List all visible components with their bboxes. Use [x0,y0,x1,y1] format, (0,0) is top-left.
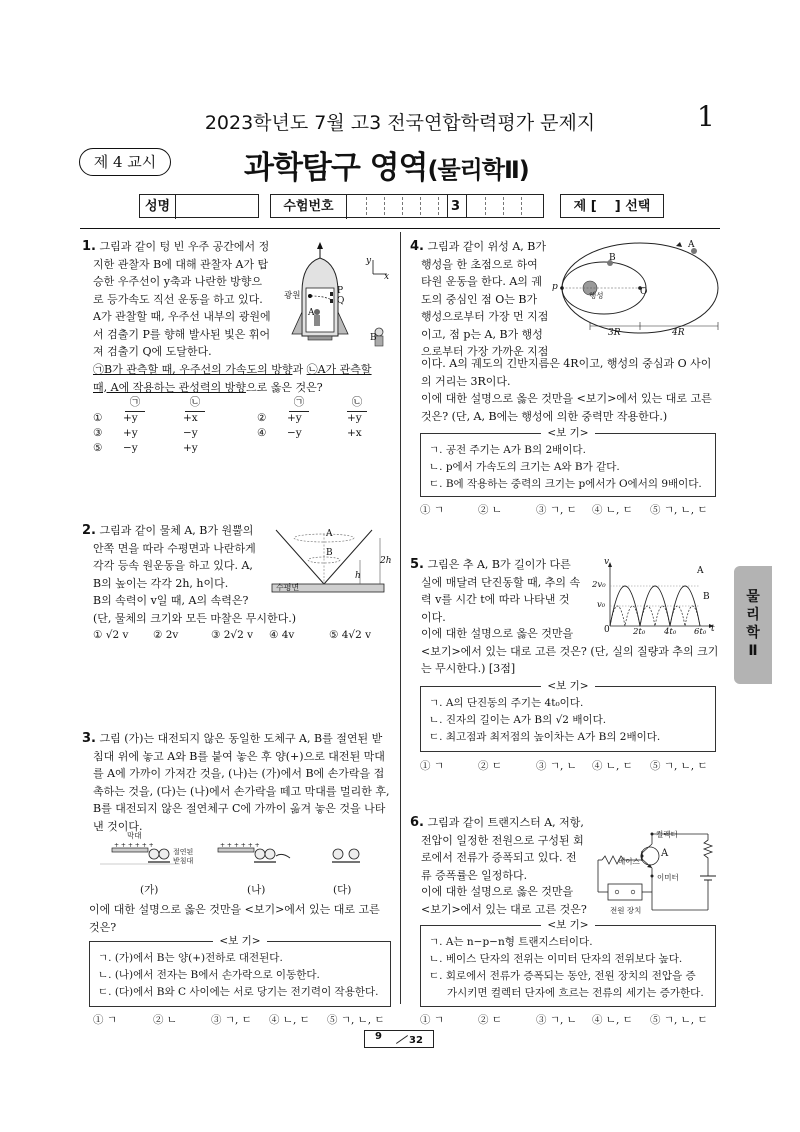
q1-stem: ㉠B가 관측할 때, 우주선의 가속도의 방향과 ㉡A가 관측할 때, A에 작용하는 관성력의 방향으로 옳은 것은? [93,363,372,394]
q3-choice-2[interactable]: ② ㄴ [153,1014,177,1026]
exam-no-box [270,194,544,218]
q6-choice-3[interactable]: ③ ㄱ, ㄴ [536,1014,577,1026]
q1-choice-table [93,394,393,484]
q3-bogi-item: ㄴ. (나)에서 전자는 B에서 손가락으로 이동한다. [98,969,320,981]
q5-bogi-item: ㄴ. 진자의 길이는 A가 B의 √2 배이다. [429,714,607,726]
q6-bogi-item: ㄴ. 베이스 단자의 전위는 이미터 단자의 전위보다 높다. [429,953,683,965]
q5-fig-t-label: t [711,624,715,634]
q3-bogi-item: ㄷ. (다)에서 B와 C 사이에는 서로 당기는 전기력이 작용한다. [98,986,379,998]
q5-fig-6t0-label: 6t₀ [694,627,707,637]
exam-title: 2023학년도 7월 고3 전국연합학력평가 문제지 [204,112,596,134]
q5-fig-2t0-label: 2t₀ [633,627,646,637]
q3-bogi-item: ㄱ. (가)에서 B는 양(+)전하로 대전된다. [98,952,283,964]
q3-fig-rod-label: 막대 [127,831,142,840]
q5-fig-v-label: v [604,557,610,567]
q4-bogi-box [420,427,716,497]
q4-choice-5[interactable]: ⑤ ㄱ, ㄴ, ㄷ [650,504,708,516]
q5-choice-4[interactable]: ④ ㄴ, ㄷ [592,760,633,772]
q6-fig-power-label: 전원 장치 [610,906,642,915]
q5-fig-4t0-label: 4t₀ [664,627,677,637]
q3-fig-caption-da: (다) [333,884,352,896]
q6-bogi-item: 가시키면 컬렉터 단자에 흐르는 전류의 세기는 증가한다. [447,987,704,999]
question-3: 3. 그림 (가)는 대전되지 않은 동일한 도체구 A, B를 절연된 받 침대 위에 놓고 A와 B를 붙여 놓은 후 양(+)으로 대전된 막대 를 A에 가까이 가져간 것을, (나)는 (가)에서 B에 손가락을 접 촉하는 것을, (다)는 (나)에서 손가락을 떼고 막대를 멀리한 후, B를 대전되지 않은 절연체구 C에 가까이 옮겨 놓은 것을 나타 낸 것이다. [82,731,390,833]
q4-fig-a-label: A [688,240,695,250]
subject-sub: (물리학Ⅱ) [427,156,529,184]
q1-fig-y-label: y [366,256,372,266]
page-current: 9 [375,1031,382,1042]
q2-fig-a-label: A [326,529,333,539]
q6-stem: 이에 대한 설명으로 옳은 것만을 <보기>에서 있는 대로 고른 것은? [421,885,587,916]
q6-choice-2[interactable]: ② ㄷ [478,1014,502,1026]
page-indicator [364,1030,434,1048]
q5-choice-1[interactable]: ① ㄱ [420,760,444,772]
q3-choice-3[interactable]: ③ ㄱ, ㄷ [211,1014,252,1026]
column-divider [400,232,401,1004]
q1-fig-x-label: x [384,272,390,282]
q1-fig-q-label: Q [337,296,345,306]
q3-fig-caption-ga: (가) [140,884,159,896]
question-5: 5. 그림은 추 A, B가 길이가 다른 실에 매달려 단진동할 때, 추의 속 력 v를 시간 t에 따라 나타낸 것 이다. [410,557,581,624]
q6-choice-1[interactable]: ① ㄱ [420,1014,444,1026]
q4-choice-2[interactable]: ② ㄴ [478,504,502,516]
q1-choice-2[interactable]: ② +y +y [257,412,362,424]
q3-fig-stand-label: 절연된 받침대 [173,848,194,865]
question-6: 6. 그림과 같이 트랜지스터 A, 저항, 전압이 일정한 전원으로 구성된 회 로에서 전류가 증폭되고 있다. 전 류 증폭률은 일정하다. [410,815,584,882]
side-tab-label: 물리학Ⅱ [746,589,760,659]
q6-fig-base-label: 베이스 [618,857,640,866]
q4-fig-3r-label: 3R [608,328,621,338]
exam-no-digit: 3 [451,199,461,214]
q3-choice-1[interactable]: ① ㄱ [93,1014,117,1026]
q2-fig-2h-label: 2h [380,556,392,566]
q4-fig-o-label: O [640,287,648,297]
q5-fig-b-label: B [703,592,710,602]
q4-bogi-item: ㄱ. 공전 주기는 A가 B의 2배이다. [429,444,586,456]
q5-choice-3[interactable]: ③ ㄱ, ㄴ [536,760,577,772]
q4-choice-3[interactable]: ③ ㄱ, ㄷ [536,504,577,516]
select-box: 제 [ ] 선택 [560,194,664,218]
q6-bogi-item: ㄷ. 회로에서 전류가 증폭되는 동안, 전원 장치의 전압을 증 [429,970,696,982]
q1-choice-4[interactable]: ④ −y +x [257,427,362,439]
q6-bogi-box [420,919,716,1007]
question-4: 4. 그림과 같이 위성 A, B가 행성을 한 초점으로 하여 타원 운동을 한다. A의 궤 도의 중심인 점 O는 B가 행성으로부터 가장 먼 지점 이고, 점 p는 A, B가 행성 으로부터 가장 가까운 지점 [410,239,549,358]
q2-choice-1[interactable]: ① √2 v [93,629,129,641]
q4-text-full: 이다. A의 궤도의 긴반지름은 4R이고, 행성의 중심과 O 사이 의 거리는 3R이다. [421,357,712,388]
question-1 [82,238,278,361]
q2-fig-b-label: B [326,548,333,558]
q5-fig-2v0-label: 2v₀ [592,580,606,590]
q2-choice-3[interactable]: ③ 2√2 v [211,629,254,641]
q1-col-a-header: ㉠ [289,394,309,412]
q2-fig-plane-label: 수평면 [276,583,300,592]
q6-fig-a-label: A [661,848,669,859]
q4-stem: 이에 대한 설명으로 옳은 것만을 <보기>에서 있는 대로 고른 것은? (단, A, B에는 행성에 의한 중력만 작용한다.) [421,392,712,423]
q4-bogi-title: <보 기> [421,425,715,442]
q6-fig-emitter-label: 이미터 [657,873,679,882]
q1-fig-b-label: B [370,333,377,343]
q6-choice-5[interactable]: ⑤ ㄱ, ㄴ, ㄷ [650,1014,708,1026]
q1-choice-5[interactable]: ⑤ −y +y [93,442,198,454]
q1-line: 서 검출기 P를 향해 발사된 빛은 휘어 [93,327,271,341]
q2-choice-5[interactable]: ⑤ 4√2 v [329,629,372,641]
q6-bogi-item: ㄱ. A는 n−p−n형 트랜지스터이다. [429,936,593,948]
header-rule [80,228,720,229]
q1-line: 져 검출기 Q에 도달한다. [93,345,212,358]
subject-side-tab [734,566,772,684]
q5-bogi-title: <보 기> [421,678,715,695]
page-number: 1 [697,100,715,133]
q1-line: 승한 우주선이 y축과 나란한 방향으 [93,275,262,288]
q4-fig-p-label: p [552,282,558,292]
q2-choice-4[interactable]: ④ 4v [269,629,295,641]
exam-no-label: 수험번호 [271,195,347,219]
q6-bogi-title: <보 기> [421,917,715,934]
q1-stem-a: ㉠B가 관측할 때, 우주선의 가속도의 방향 [93,363,293,376]
q5-choice-5[interactable]: ⑤ ㄱ, ㄴ, ㄷ [650,760,708,772]
q1-line: 지한 관찰자 B에 대해 관찰자 A가 탑 [93,257,269,271]
q1-line: 로 등가속도 직선 운동을 하고 있다. [93,292,263,306]
q2-fig-h-label: h [355,571,361,581]
q1-line: A가 관찰할 때, 우주선 내부의 광원에 [93,310,271,323]
q5-fig-a-label: A [697,566,704,576]
q3-choice-5[interactable]: ⑤ ㄱ, ㄴ, ㄷ [327,1014,385,1026]
q5-fig-zero-label: 0 [604,625,610,635]
q1-line: 1. 그림과 같이 텅 빈 우주 공간에서 정 [82,239,270,254]
svg-text:+ + + + + +: + + + + + + [114,842,154,849]
q2-choice-2[interactable]: ② 2v [153,629,179,641]
q5-bogi-box [420,680,716,752]
q3-choice-4[interactable]: ④ ㄴ, ㄷ [269,1014,310,1026]
q6-choice-4[interactable]: ④ ㄴ, ㄷ [592,1014,633,1026]
page-total: 32 [409,1035,423,1046]
q3-bogi-title: <보 기> [90,933,390,950]
q4-fig-4r-label: 4R [672,328,685,338]
q3-stem: 이에 대한 설명으로 옳은 것만을 <보기>에서 있는 대로 고른 것은? [89,903,380,934]
q1-choice-3[interactable]: ③ +y −y [93,427,198,439]
subject-main: 과학탐구 영역 [244,150,428,186]
q5-fig-v0-label: v₀ [597,600,606,610]
q1-col-b-header: ㉡ [347,394,367,412]
subject-title [244,142,529,187]
q4-choice-4[interactable]: ④ ㄴ, ㄷ [592,504,633,516]
q3-fig-caption-na: (나) [247,884,266,896]
q1-fig-light-label: 광원 [284,291,301,301]
q1-choice-1[interactable]: ① +y +x [93,412,198,424]
q5-choice-2[interactable]: ② ㄷ [478,760,502,772]
q1-fig-p-label: P [337,286,344,296]
name-label: 성명 [140,195,176,219]
q6-fig-collector-label: 컬렉터 [656,830,678,839]
q1-stem-b: ㉡A가 관측할 [306,363,372,376]
q3-bogi-box [89,935,391,1007]
svg-text:+ + + + + +: + + + + + + [220,842,260,849]
q4-fig-b-label: B [609,253,616,263]
q4-choice-1[interactable]: ① ㄱ [420,504,444,516]
q1-fig-a-label: A [308,308,315,318]
name-box [139,194,259,218]
q3-figure [100,836,390,880]
q1-col-b-header: ㉡ [185,394,205,412]
q5-stem: 이에 대한 설명으로 옳은 것만을 <보기>에서 있는 대로 고른 것은? (단, 실의 질량과 추의 크기 는 무시한다.) [3점] [421,627,719,675]
q5-bogi-item: ㄷ. 최고점과 최저점의 높이차는 A가 B의 2배이다. [429,731,661,743]
q5-bogi-item: ㄱ. A의 단진동의 주기는 4t₀이다. [429,697,584,709]
period-badge: 제 4 교시 [79,148,171,176]
q4-fig-planet-label: 행성 [589,291,604,300]
q4-bogi-item: ㄴ. p에서 가속도의 크기는 A와 B가 같다. [429,461,620,473]
q4-bogi-item: ㄷ. B에 작용하는 중력의 크기는 p에서가 O에서의 9배이다. [429,478,702,490]
q1-col-a-header: ㉠ [125,394,145,412]
question-2: 2. 그림과 같이 물체 A, B가 원뿔의 안쪽 면을 따라 수평면과 나란하게 각각 등속 원운동을 하고 있다. A, B의 높이는 각각 2h, h이다. B의 속력이 v일 때, A의 속력은? (단, 물체의 크기와 모든 마찰은 무시한다.) [82,523,297,625]
